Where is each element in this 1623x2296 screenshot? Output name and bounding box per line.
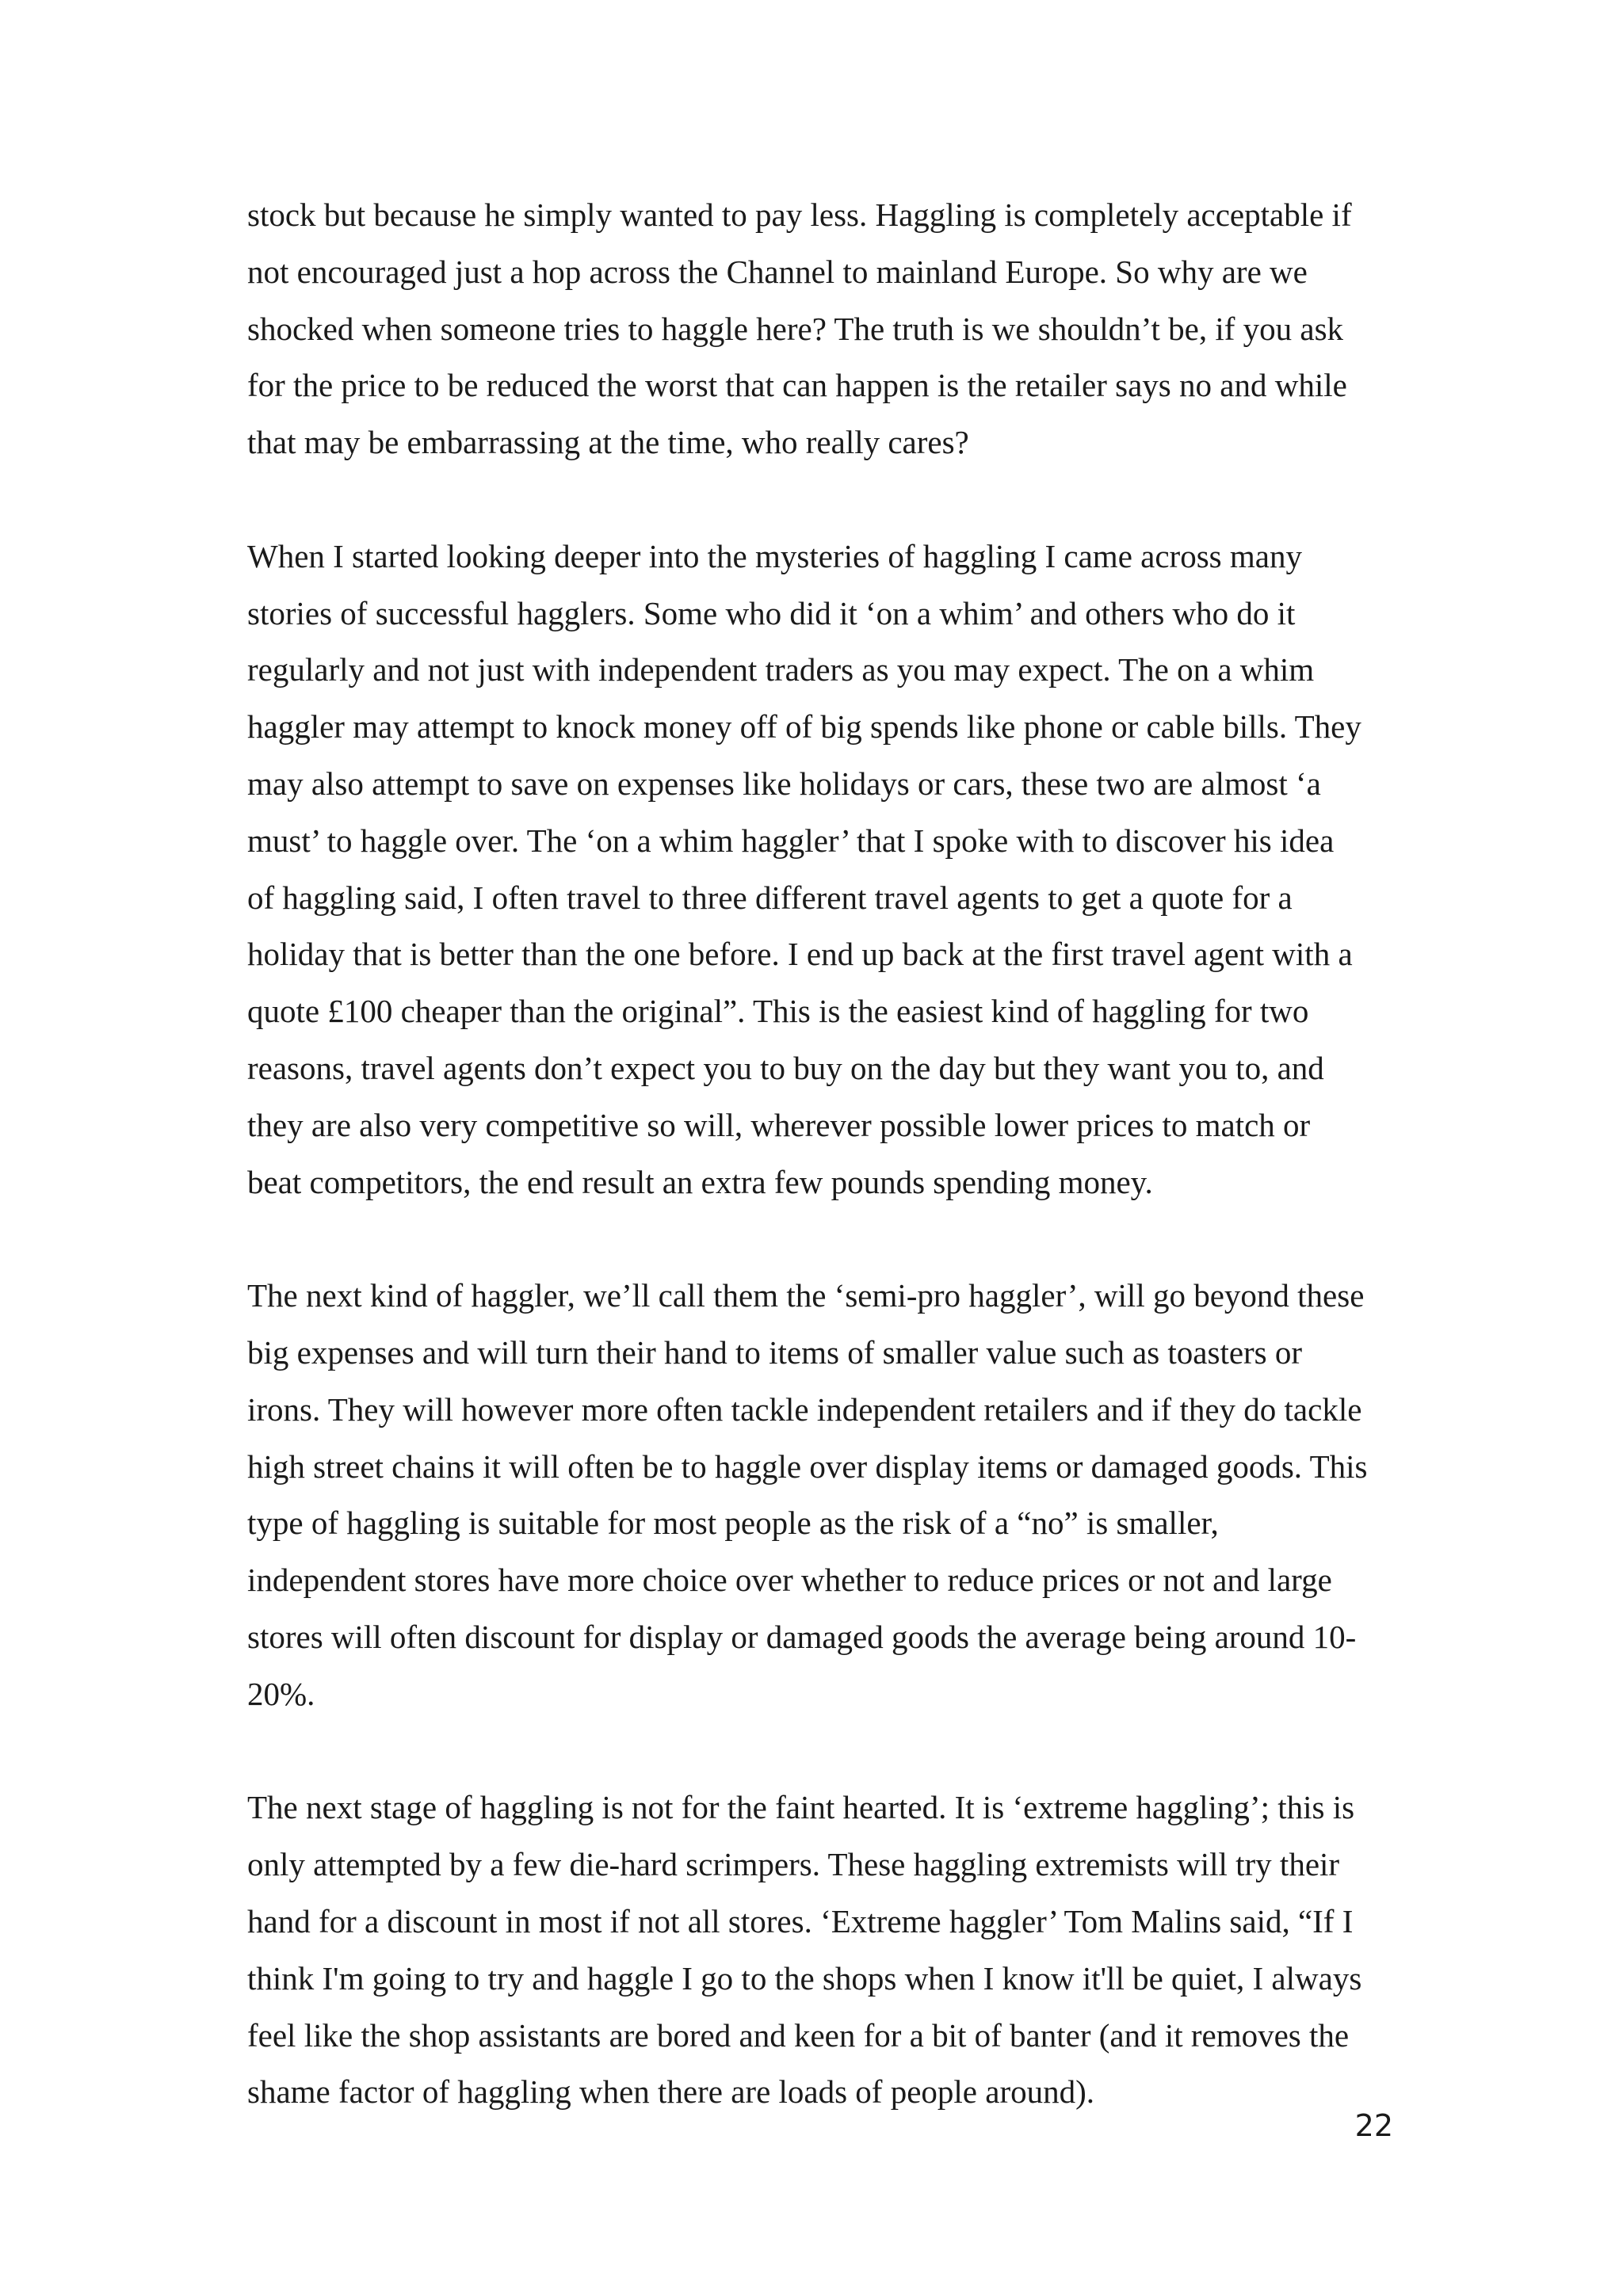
- text-line: of haggling said, I often travel to three different travel agents to get a quote for a: [247, 879, 1293, 916]
- text-line: high street chains it will often be to haggle over display items or damaged goods. This: [247, 1447, 1368, 1485]
- text-line: shocked when someone tries to haggle here? The truth is we shouldn’t be, if you ask: [247, 310, 1344, 347]
- text-line: beat competitors, the end result an extra few pounds spending money.: [247, 1163, 1153, 1200]
- text-line: may also attempt to save on expenses like holidays or cars, these two are almost ‘a: [247, 765, 1321, 802]
- text-line: think I'm going to try and haggle I go to the shops when I know it'll be quiet, I always: [247, 1959, 1362, 1997]
- text-line: stories of successful hagglers. Some who did it ‘on a whim’ and others who do it: [247, 594, 1296, 631]
- text-line: stores will often discount for display or damaged goods the average being around 10-: [247, 1618, 1357, 1655]
- body-text: [247, 187, 1392, 2121]
- page-number: 22: [1354, 2108, 1393, 2143]
- text-line: type of haggling is suitable for most people as the risk of a “no” is smaller,: [247, 1505, 1219, 1542]
- text-line: not encouraged just a hop across the Channel to mainland Europe. So why are we: [247, 253, 1308, 290]
- paragraph: [247, 1779, 1392, 2121]
- text-line: holiday that is better than the one before. I end up back at the first travel agent with a: [247, 936, 1353, 973]
- text-line: stock but because he simply wanted to pay less. Haggling is completely acceptable if: [247, 196, 1352, 233]
- paragraph: [247, 187, 1392, 471]
- text-line: for the price to be reduced the worst that can happen is the retailer says no and while: [247, 367, 1347, 404]
- text-line: The next stage of haggling is not for the faint hearted. It is ‘extreme haggling’; this is: [247, 1789, 1355, 1826]
- text-line: big expenses and will turn their hand to items of smaller value such as toasters or: [247, 1333, 1303, 1371]
- paragraph-spacer: [247, 1723, 1392, 1780]
- paragraph: [247, 528, 1392, 1211]
- text-line: irons. They will however more often tackle independent retailers and if they do tackle: [247, 1390, 1362, 1428]
- paragraph: [247, 1268, 1392, 1722]
- text-line: regularly and not just with independent traders as you may expect. The on a whim: [247, 651, 1315, 688]
- paragraph-spacer: [247, 1211, 1392, 1268]
- paragraph-spacer: [247, 471, 1392, 528]
- text-line: independent stores have more choice over whether to reduce prices or not and large: [247, 1562, 1332, 1599]
- text-line: shame factor of haggling when there are loads of people around).: [247, 2073, 1095, 2111]
- text-line: they are also very competitive so will, wherever possible lower prices to match or: [247, 1106, 1311, 1143]
- text-line: reasons, travel agents don’t expect you to buy on the day but they want you to, and: [247, 1049, 1324, 1086]
- text-line: When I started looking deeper into the mysteries of haggling I came across many: [247, 537, 1302, 574]
- text-line: must’ to haggle over. The ‘on a whim haggler’ that I spoke with to discover his idea: [247, 822, 1335, 859]
- text-line: that may be embarrassing at the time, who really cares?: [247, 424, 969, 461]
- text-line: hand for a discount in most if not all stores. ‘Extreme haggler’ Tom Malins said, “If I: [247, 1902, 1354, 1939]
- text-line: The next kind of haggler, we’ll call them the ‘semi-pro haggler’, will go beyond these: [247, 1277, 1365, 1314]
- text-line: 20%.: [247, 1675, 315, 1712]
- text-line: only attempted by a few die-hard scrimpers. These haggling extremists will try their: [247, 1846, 1340, 1883]
- text-line: haggler may attempt to knock money off of big spends like phone or cable bills. They: [247, 708, 1361, 746]
- text-line: quote £100 cheaper than the original”. This is the easiest kind of haggling for two: [247, 993, 1309, 1030]
- text-line: feel like the shop assistants are bored and keen for a bit of banter (and it removes the: [247, 2016, 1350, 2054]
